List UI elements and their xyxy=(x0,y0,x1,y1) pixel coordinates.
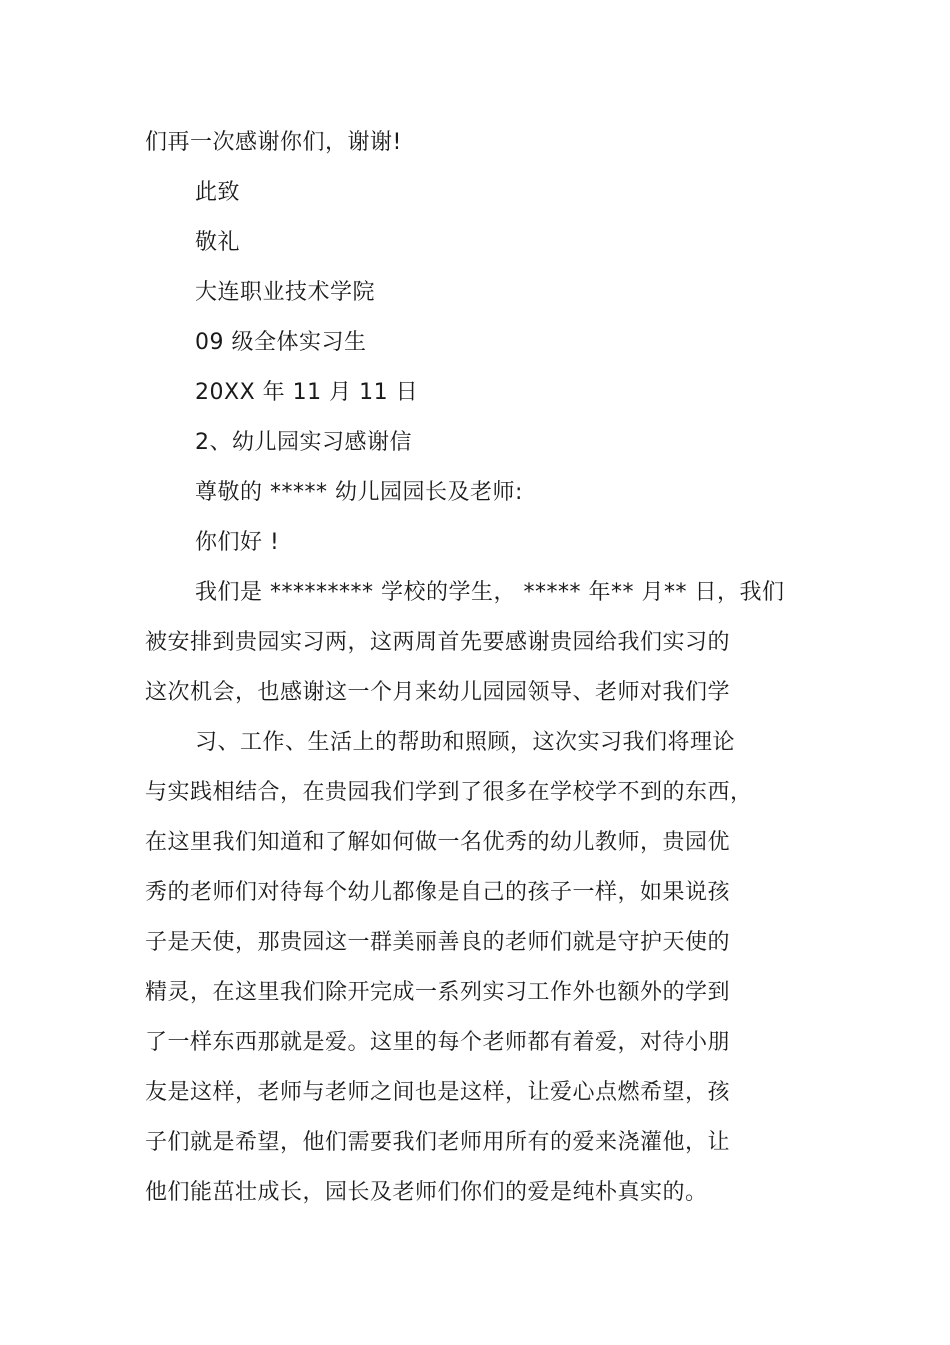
letter-greeting: 尊敬的 ***** 幼儿园园长及老师: xyxy=(195,480,523,505)
paragraph-line: 秀的老师们对待每个幼儿都像是自己的孩子一样，如果说孩 xyxy=(145,880,731,905)
paragraph-line: 子是天使，那贵园这一群美丽善良的老师们就是守护天使的 xyxy=(145,930,731,955)
paragraph-line: 在这里我们知道和了解如何做一名优秀的幼儿教师，贵园优 xyxy=(145,830,731,855)
paragraph-line: 与实践相结合，在贵园我们学到了很多在学校学不到的东西， xyxy=(145,780,753,805)
text-line: 们再一次感谢你们，谢谢! xyxy=(145,130,402,155)
paragraph-line: 友是这样，老师与老师之间也是这样，让爱心点燃希望，孩 xyxy=(145,1080,731,1105)
signature-date: 20XX 年 11 月 11 日 xyxy=(195,380,419,405)
signature-students: 09 级全体实习生 xyxy=(195,330,367,355)
paragraph-line: 这次机会，也感谢这一个月来幼儿园园领导、老师对我们学 xyxy=(145,680,731,705)
paragraph-line: 被安排到贵园实习两，这两周首先要感谢贵园给我们实习的 xyxy=(145,630,731,655)
letter-hello: 你们好 ! xyxy=(195,530,280,555)
paragraph-line: 他们能茁壮成长，园长及老师们你们的爱是纯朴真实的。 xyxy=(145,1180,708,1205)
paragraph-line: 习、工作、生活上的帮助和照顾，这次实习我们将理论 xyxy=(195,730,736,755)
section-heading: 2、幼儿园实习感谢信 xyxy=(195,430,412,455)
signature-school: 大连职业技术学院 xyxy=(195,280,376,305)
paragraph-line: 我们是 ********* 学校的学生， ***** 年** 月** 日，我们 xyxy=(195,580,785,605)
paragraph-line: 了一样东西那就是爱。这里的每个老师都有着爱，对待小朋 xyxy=(145,1030,731,1055)
paragraph-line: 精灵，在这里我们除开完成一系列实习工作外也额外的学到 xyxy=(145,980,731,1005)
closing-salutation: 此致 xyxy=(195,180,241,205)
paragraph-line: 子们就是希望，他们需要我们老师用所有的爱来浇灌他，让 xyxy=(145,1130,731,1155)
closing-regards: 敬礼 xyxy=(195,230,241,255)
